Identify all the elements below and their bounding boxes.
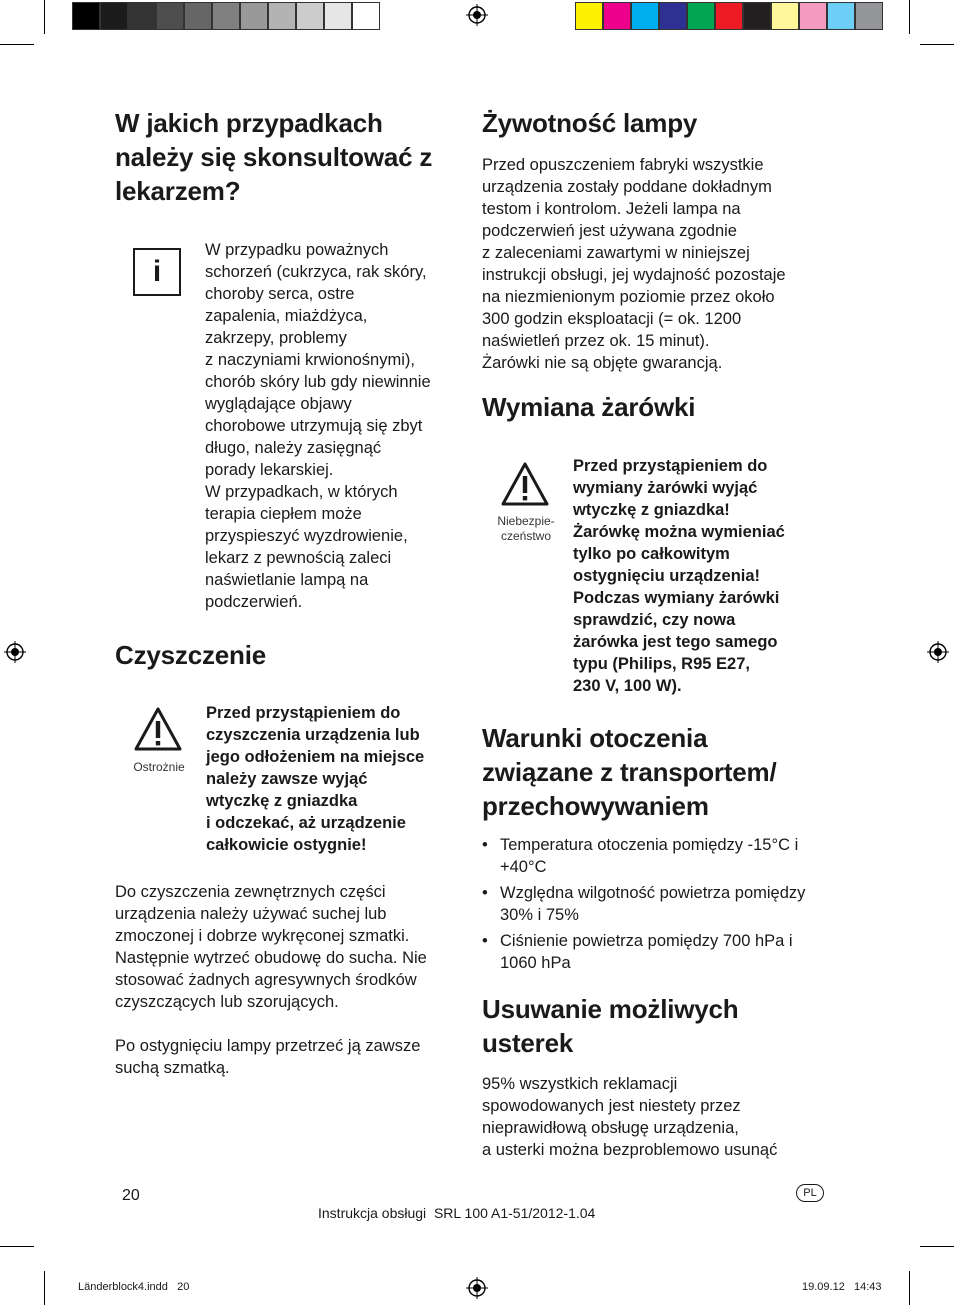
manual-reference: Instrukcja obsługi SRL 100 A1-51/2012-1.04: [318, 1205, 596, 1221]
gray-swatch: [100, 2, 128, 30]
color-swatch: [687, 2, 715, 30]
consult-heading: W jakich przypadkach należy się skonsultować z lekarzem?: [115, 108, 433, 206]
cleaning-text-1: Do czyszczenia zewnętrznych części urządzenia należy używać suchej lub zmoczonej i dobrze wykręconej szmatki. Następnie wytrzeć obudowę do sucha. Nie stosować żadnych agresywnych środków czyszczących lub szorujących.: [115, 883, 427, 1011]
crop-mark: [909, 1271, 910, 1305]
color-swatch: [771, 2, 799, 30]
color-swatch: [575, 2, 603, 30]
gray-swatch: [352, 2, 380, 30]
warning-triangle-icon: [133, 706, 183, 752]
page-number: 20: [122, 1187, 140, 1204]
registration-mark-icon: [4, 641, 26, 663]
language-badge: [796, 1184, 824, 1202]
color-swatch: [603, 2, 631, 30]
registration-mark-icon: [927, 641, 949, 663]
gray-swatch: [128, 2, 156, 30]
info-icon: [133, 248, 181, 296]
crop-mark: [0, 1246, 34, 1247]
cleaning-warning: Przed przystąpieniem do czyszczenia urządzenia lub jego odłożeniem na miejsce należy zawsze wyjąć wtyczkę z gniazdka i odczekać, aż urządzenie całkowicie ostygnie!: [206, 704, 425, 854]
color-swatch: [799, 2, 827, 30]
bulb-heading: Wymiana żarówki: [482, 392, 696, 422]
conditions-list-item: • Ciśnienie powietrza pomiędzy 700 hPa i 1060 hPa: [482, 930, 827, 974]
gray-swatch: [240, 2, 268, 30]
color-swatch: [855, 2, 883, 30]
color-swatch: [631, 2, 659, 30]
file-info: Länderblock4.indd 20: [78, 1281, 190, 1293]
cleaning-text-2: Po ostygnięciu lampy przetrzeć ją zawsze suchą szmatką.: [115, 1037, 421, 1077]
gray-swatch: [296, 2, 324, 30]
gray-swatch: [184, 2, 212, 30]
gray-swatch: [156, 2, 184, 30]
caution-label: Ostrożnie: [133, 760, 185, 774]
warning-triangle-icon: [500, 461, 550, 507]
cleaning-heading: Czyszczenie: [115, 640, 266, 670]
language-badge-text: PL: [803, 1186, 817, 1199]
gray-swatch: [212, 2, 240, 30]
color-swatch: [743, 2, 771, 30]
crop-mark: [44, 1271, 45, 1305]
date-info: 19.09.12 14:43: [802, 1281, 882, 1293]
conditions-heading: Warunki otoczenia związane z transportem/ przechowywaniem: [482, 723, 777, 821]
lifetime-heading: Żywotność lampy: [482, 108, 698, 138]
gray-swatch: [72, 2, 100, 30]
troubleshoot-text: 95% wszystkich reklamacji spowodowanych jest niestety przez nieprawidłową obsługę urządzenia, a usterki można bezproblemowo usunąć: [482, 1075, 778, 1159]
conditions-list-item: • Względna wilgotność powietrza pomiędzy 30% i 75%: [482, 882, 827, 926]
color-swatch: [827, 2, 855, 30]
crop-mark: [920, 1246, 954, 1247]
consult-text: W przypadku poważnych schorzeń (cukrzyca, rak skóry, choroby serca, ostre zapalenia, miażdżyca, zakrzepy, problemy z naczyniami krwionośnymi), chorób skóry lub gdy niewinnie wyglądające objawy chorobowe utrzymują się zbyt długo, należy zasięgnąć porady lekarskiej. W przypadkach, w których terapia ciepłem może przyspieszyć wyzdrowienie, lekarz z pewnością zaleci naświetlanie lampą na podczerwień.: [205, 241, 431, 611]
conditions-list: [482, 834, 827, 978]
gray-swatch: [324, 2, 352, 30]
color-swatch: [659, 2, 687, 30]
color-swatch: [715, 2, 743, 30]
registration-mark-icon: [466, 4, 488, 26]
gray-swatch: [268, 2, 296, 30]
bulb-warning: Przed przystąpieniem do wymiany żarówki wyjąć wtyczkę z gniazdka! Żarówkę można wymieniać tylko po całkowitym ostygnięciu urządzenia! Podczas wymiany żarówki sprawdzić, czy nowa żarówka jest tego samego typu (Philips, R95 E27, 230 V, 100 W).: [573, 457, 785, 695]
danger-label: Niebezpie- czeństwo: [497, 514, 555, 543]
info-icon-letter: i: [152, 255, 162, 288]
troubleshoot-heading: Usuwanie możliwych usterek: [482, 994, 739, 1058]
registration-mark-icon: [466, 1277, 488, 1299]
lifetime-text: Przed opuszczeniem fabryki wszystkie urządzenia zostały poddane dokładnym testom i kontrolom. Jeżeli lampa na podczerwień jest używana zgodnie z zaleceniami zawartymi w niniejszej instrukcji obsługi, jej wydajność pozostaje na niezmienionym poziomie przez około 300 godzin eksploatacji (= ok. 1200 naświetleń przez ok. 15 minut). Żarówki nie są objęte gwarancją.: [482, 156, 786, 372]
crop-mark: [44, 0, 45, 34]
crop-mark: [909, 0, 910, 34]
crop-mark: [0, 44, 34, 45]
crop-mark: [920, 44, 954, 45]
conditions-list-item: • Temperatura otoczenia pomiędzy -15°C i +40°C: [482, 834, 827, 878]
